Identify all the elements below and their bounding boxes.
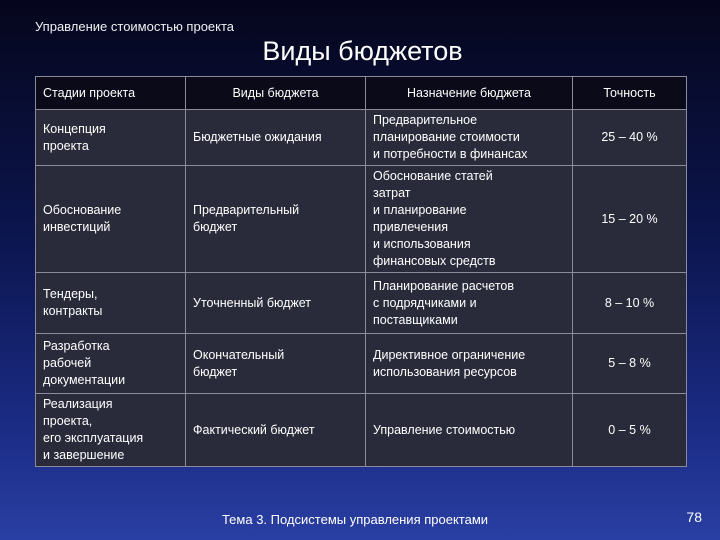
cell-purpose: Директивное ограничение использования ресурсов <box>366 334 573 394</box>
cell-budget-type: Бюджетные ожидания <box>186 110 366 166</box>
table-row <box>36 273 687 334</box>
header-budget-type: Виды бюджета <box>186 77 366 110</box>
table-row <box>36 334 687 394</box>
table-row <box>36 166 687 273</box>
table-row <box>36 110 687 166</box>
cell-budget-type: Уточненный бюджет <box>186 273 366 334</box>
cell-budget-type: Фактический бюджет <box>186 394 366 467</box>
cell-budget-type: Предварительный бюджет <box>186 166 366 273</box>
slide-footer: Тема 3. Подсистемы управления проектами <box>221 512 489 527</box>
slide-title: Виды бюджетов <box>262 36 463 66</box>
header-purpose: Назначение бюджета <box>366 77 573 110</box>
cell-stage: Реализация проекта, его эксплуатация и завершение <box>36 394 186 467</box>
cell-stage: Тендеры, контракты <box>36 273 186 334</box>
table-header-row <box>36 77 687 110</box>
cell-purpose: Предварительное планирование стоимости и потребности в финансах <box>366 110 573 166</box>
page-number: 78 <box>686 509 702 525</box>
cell-stage: Концепция проекта <box>36 110 186 166</box>
cell-purpose: Обоснование статей затрат и планирование привлечения и использования финансовых средств <box>366 166 573 273</box>
cell-budget-type: Окончательный бюджет <box>186 334 366 394</box>
cell-stage: Разработка рабочей документации <box>36 334 186 394</box>
cell-accuracy: 15 – 20 % <box>573 166 687 273</box>
cell-accuracy: 25 – 40 % <box>573 110 687 166</box>
cell-accuracy: 8 – 10 % <box>573 273 687 334</box>
cell-accuracy: 0 – 5 % <box>573 394 687 467</box>
budget-types-table <box>35 76 687 467</box>
cell-accuracy: 5 – 8 % <box>573 334 687 394</box>
cell-stage: Обоснование инвестиций <box>36 166 186 273</box>
slide-subtitle: Управление стоимостью проекта <box>35 19 235 34</box>
header-stage: Стадии проекта <box>36 77 186 110</box>
cell-purpose: Планирование расчетов с подрядчиками и поставщиками <box>366 273 573 334</box>
cell-purpose: Управление стоимостью <box>366 394 573 467</box>
header-accuracy: Точность <box>573 77 687 110</box>
table-row <box>36 394 687 467</box>
